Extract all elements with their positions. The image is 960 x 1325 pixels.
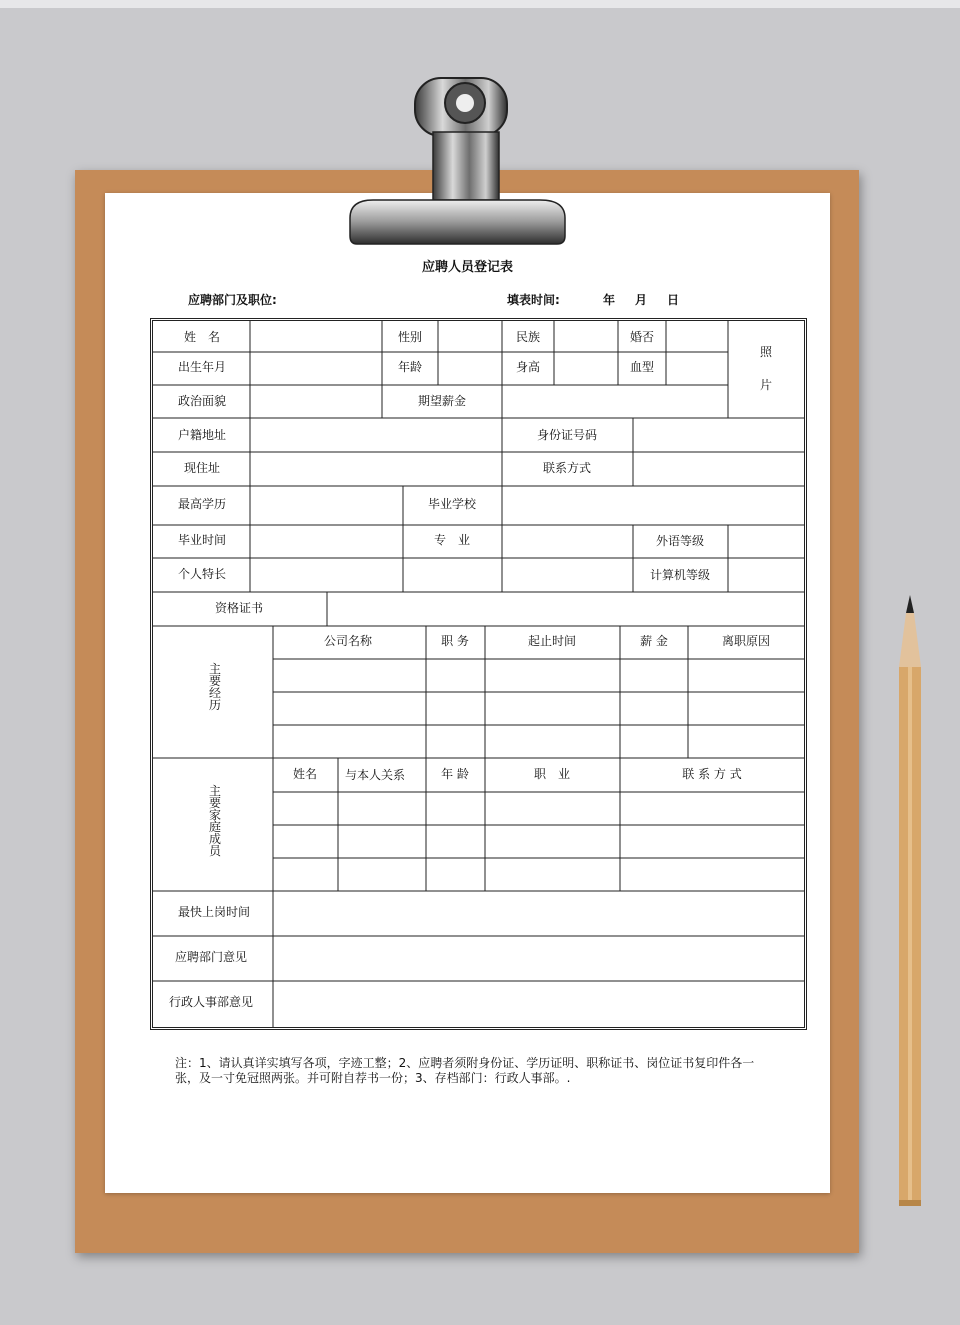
day-label: 日 — [667, 293, 680, 307]
major-label: 专 业 — [433, 533, 471, 547]
salary-expect-label: 期望薪金 — [417, 394, 467, 408]
earliest-start-label: 最快上岗时间 — [177, 905, 251, 919]
family-header-name: 姓名 — [292, 767, 318, 781]
dept-position-label: 应聘部门及职位: — [188, 293, 277, 307]
form-title: 应聘人员登记表 — [421, 260, 513, 275]
language-label: 外语等级 — [655, 534, 705, 548]
binder-clip-icon — [345, 48, 570, 248]
gender-label: 性别 — [397, 330, 423, 344]
birth-label: 出生年月 — [177, 360, 227, 374]
year-label: 年 — [603, 293, 616, 307]
exp-header-position: 职 务 — [441, 634, 469, 648]
pencil-icon — [893, 595, 927, 1210]
exp-header-salary: 薪 金 — [640, 634, 668, 648]
hr-opinion-label: 行政人事部意见 — [168, 995, 254, 1009]
education-label: 最高学历 — [177, 497, 227, 511]
name-label: 姓 名 — [183, 330, 221, 344]
month-label: 月 — [635, 293, 648, 307]
political-label: 政治面貌 — [177, 394, 227, 408]
blood-label: 血型 — [629, 360, 655, 374]
computer-label: 计算机等级 — [649, 568, 711, 582]
family-header-relation: 与本人关系 — [344, 768, 406, 782]
family-header-contact: 联 系 方 式 — [682, 767, 742, 781]
photo-label-2: 片 — [759, 378, 773, 392]
hukou-label: 户籍地址 — [177, 428, 227, 442]
height-label: 身高 — [515, 360, 541, 374]
grad-time-label: 毕业时间 — [177, 533, 227, 547]
family-header-age: 年 龄 — [441, 767, 469, 781]
family-header-occupation: 职 业 — [533, 767, 571, 781]
certificate-label: 资格证书 — [214, 601, 264, 615]
ethnicity-label: 民族 — [515, 330, 541, 344]
school-label: 毕业学校 — [427, 497, 477, 511]
skills-label: 个人特长 — [177, 567, 227, 581]
dept-opinion-label: 应聘部门意见 — [174, 950, 248, 964]
address-label: 现住址 — [183, 461, 221, 475]
top-band — [0, 0, 960, 8]
family-section-label: 主要家庭成员 — [208, 784, 222, 858]
exp-header-reason: 离职原因 — [721, 634, 771, 648]
exp-header-period: 起止时间 — [527, 634, 577, 648]
marital-label: 婚否 — [629, 330, 655, 344]
photo-label-1: 照 — [759, 345, 773, 359]
age-label: 年龄 — [397, 360, 423, 374]
exp-header-company: 公司名称 — [323, 634, 373, 648]
id-number-label: 身份证号码 — [536, 428, 598, 442]
contact-label: 联系方式 — [542, 461, 592, 475]
form-grid — [153, 321, 804, 1027]
form-note: 注：1、请认真详实填写各项，字迹工整；2、应聘者须附身份证、学历证明、职称证书、岗位证书复印件各一张，及一寸免冠照两张。并可附自荐书一份；3、存档部门：行政人事部。. — [175, 1056, 755, 1085]
experience-section-label: 主要经历 — [208, 662, 222, 712]
fill-date-label: 填表时间: — [507, 293, 560, 307]
registration-form — [150, 318, 807, 1030]
